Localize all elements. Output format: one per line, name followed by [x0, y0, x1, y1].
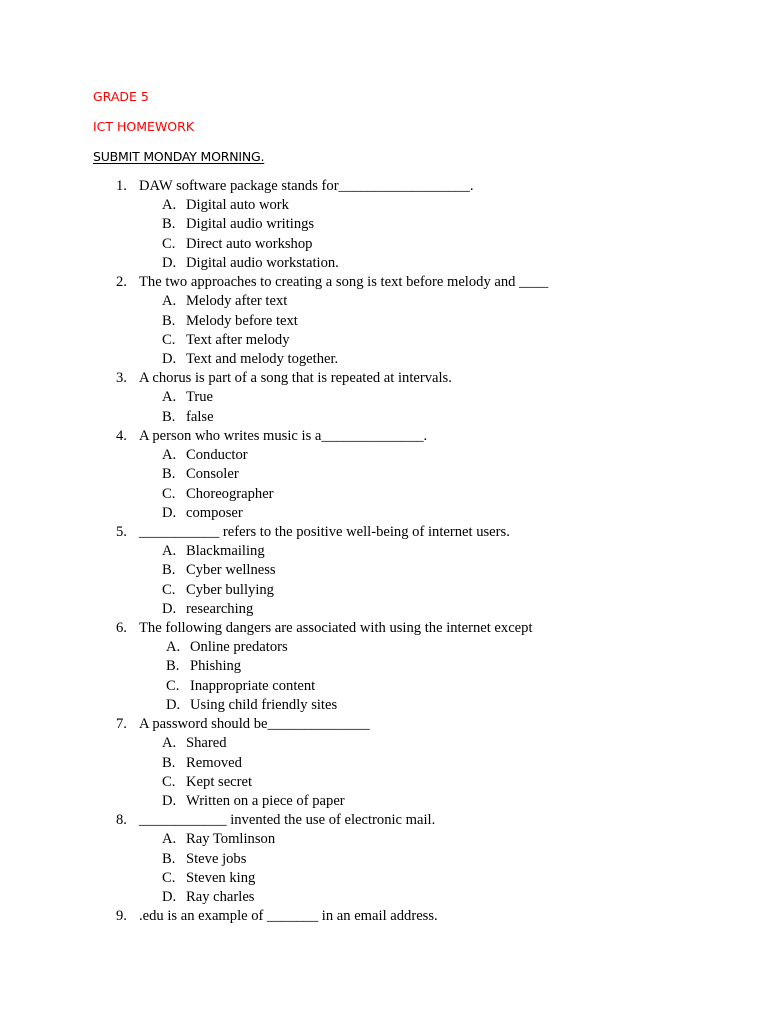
option-letter: B.	[162, 562, 176, 579]
option-text: Using child friendly sites	[190, 696, 338, 713]
question-item	[0, 523, 768, 542]
answer-option	[0, 888, 768, 907]
answer-option	[0, 638, 768, 657]
question-text: A chorus is part of a song that is repeated at intervals.	[139, 370, 452, 387]
question-item	[0, 177, 768, 196]
option-letter: A.	[162, 831, 177, 848]
answer-option	[0, 657, 768, 676]
question-item	[0, 273, 768, 292]
option-letter: A.	[166, 639, 181, 656]
question-list	[0, 177, 768, 927]
question-item	[0, 715, 768, 734]
answer-option	[0, 754, 768, 773]
answer-option	[0, 350, 768, 369]
question-number: 8.	[116, 812, 127, 829]
option-text: Text after melody	[186, 331, 290, 348]
option-text: Removed	[186, 754, 242, 771]
answer-option	[0, 504, 768, 523]
option-text: Cyber wellness	[186, 562, 276, 579]
answer-option	[0, 869, 768, 888]
option-text: Kept secret	[186, 773, 253, 790]
option-letter: D.	[166, 696, 181, 713]
option-text: Blackmailing	[186, 543, 265, 560]
answer-option	[0, 734, 768, 753]
answer-option	[0, 196, 768, 215]
question-number: 6.	[116, 620, 127, 637]
question-text: .edu is an example of _______ in an email address.	[139, 908, 438, 925]
option-letter: D.	[162, 793, 177, 809]
answer-option	[0, 254, 768, 273]
option-letter: A.	[162, 447, 177, 464]
answer-option	[0, 792, 768, 811]
option-letter: B.	[162, 850, 176, 867]
question-number: 1.	[116, 178, 127, 194]
option-letter: D.	[162, 504, 177, 521]
option-letter: D.	[162, 889, 177, 906]
answer-option	[0, 677, 768, 696]
option-text: Conductor	[186, 447, 248, 464]
question-item	[0, 619, 768, 638]
question-number: 7.	[116, 716, 127, 733]
question-number: 9.	[116, 908, 127, 925]
option-text: Digital auto work	[186, 197, 289, 214]
question-text: DAW software package stands for__________________.	[139, 178, 474, 194]
option-letter: A.	[162, 197, 177, 214]
option-text: Digital audio workstation.	[186, 254, 339, 271]
option-letter: B.	[162, 408, 176, 425]
answer-option	[0, 696, 768, 715]
answer-option	[0, 561, 768, 580]
answer-option	[0, 446, 768, 465]
answer-option	[0, 465, 768, 484]
option-text: Choreographer	[186, 485, 274, 502]
subject-heading: ICT HOMEWORK	[93, 119, 195, 134]
answer-option	[0, 830, 768, 849]
option-letter: A.	[162, 293, 177, 310]
option-letter: C.	[162, 581, 176, 598]
answer-option	[0, 581, 768, 600]
question-number: 4.	[116, 427, 127, 444]
option-text: composer	[186, 504, 243, 521]
question-number: 5.	[116, 523, 127, 540]
option-text: Melody after text	[186, 293, 288, 310]
question-item	[0, 907, 768, 926]
answer-option	[0, 600, 768, 619]
option-letter: B.	[162, 216, 176, 233]
option-text: Online predators	[190, 639, 288, 656]
option-text: Inappropriate content	[190, 677, 316, 694]
option-text: Consoler	[186, 466, 239, 483]
grade-heading: GRADE 5	[93, 89, 149, 104]
option-letter: D.	[162, 350, 177, 367]
submission-instruction: SUBMIT MONDAY MORNING.	[93, 149, 265, 164]
option-text: Text and melody together.	[186, 350, 339, 367]
question-item	[0, 369, 768, 388]
question-text: The following dangers are associated with using the internet except	[139, 620, 533, 637]
question-item	[0, 427, 768, 446]
option-text: Melody before text	[186, 312, 298, 329]
option-letter: D.	[162, 254, 177, 271]
option-letter: D.	[162, 600, 177, 617]
answer-option	[0, 485, 768, 504]
option-text: Written on a piece of paper	[186, 793, 345, 809]
question-text: ___________ refers to the positive well-being of internet users.	[139, 523, 510, 540]
option-text: researching	[186, 600, 254, 617]
option-letter: C.	[162, 869, 176, 886]
answer-option	[0, 542, 768, 561]
option-letter: A.	[162, 543, 177, 560]
option-letter: B.	[162, 312, 176, 329]
option-text: Phishing	[190, 658, 242, 675]
question-text: A person who writes music is a______________.	[139, 427, 428, 444]
option-letter: B.	[166, 658, 180, 675]
option-text: Direct auto workshop	[186, 235, 313, 252]
option-letter: C.	[162, 235, 176, 252]
answer-option	[0, 292, 768, 311]
option-text: Ray charles	[186, 889, 255, 906]
question-item	[0, 811, 768, 830]
option-text: false	[186, 408, 214, 425]
option-letter: C.	[162, 331, 176, 348]
option-letter: A.	[162, 735, 177, 752]
option-letter: B.	[162, 466, 176, 483]
option-text: Shared	[186, 735, 227, 752]
option-letter: B.	[162, 754, 176, 771]
option-text: Digital audio writings	[186, 216, 315, 233]
option-text: Cyber bullying	[186, 581, 274, 598]
answer-option	[0, 215, 768, 234]
question-text: A password should be______________	[139, 716, 370, 733]
answer-option	[0, 312, 768, 331]
option-letter: C.	[166, 677, 180, 694]
option-text: Steve jobs	[186, 850, 247, 867]
answer-option	[0, 773, 768, 792]
option-letter: C.	[162, 485, 176, 502]
option-text: Ray Tomlinson	[186, 831, 276, 848]
answer-option	[0, 408, 768, 427]
option-text: Steven king	[186, 869, 256, 886]
answer-option	[0, 850, 768, 869]
option-letter: C.	[162, 773, 176, 790]
question-text: The two approaches to creating a song is text before melody and ____	[139, 274, 549, 291]
question-number: 3.	[116, 370, 127, 387]
question-number: 2.	[116, 274, 127, 291]
answer-option	[0, 388, 768, 407]
answer-option	[0, 235, 768, 254]
option-letter: A.	[162, 389, 177, 406]
option-text: True	[186, 389, 214, 406]
answer-option	[0, 331, 768, 350]
question-text: ____________ invented the use of electronic mail.	[139, 812, 436, 829]
